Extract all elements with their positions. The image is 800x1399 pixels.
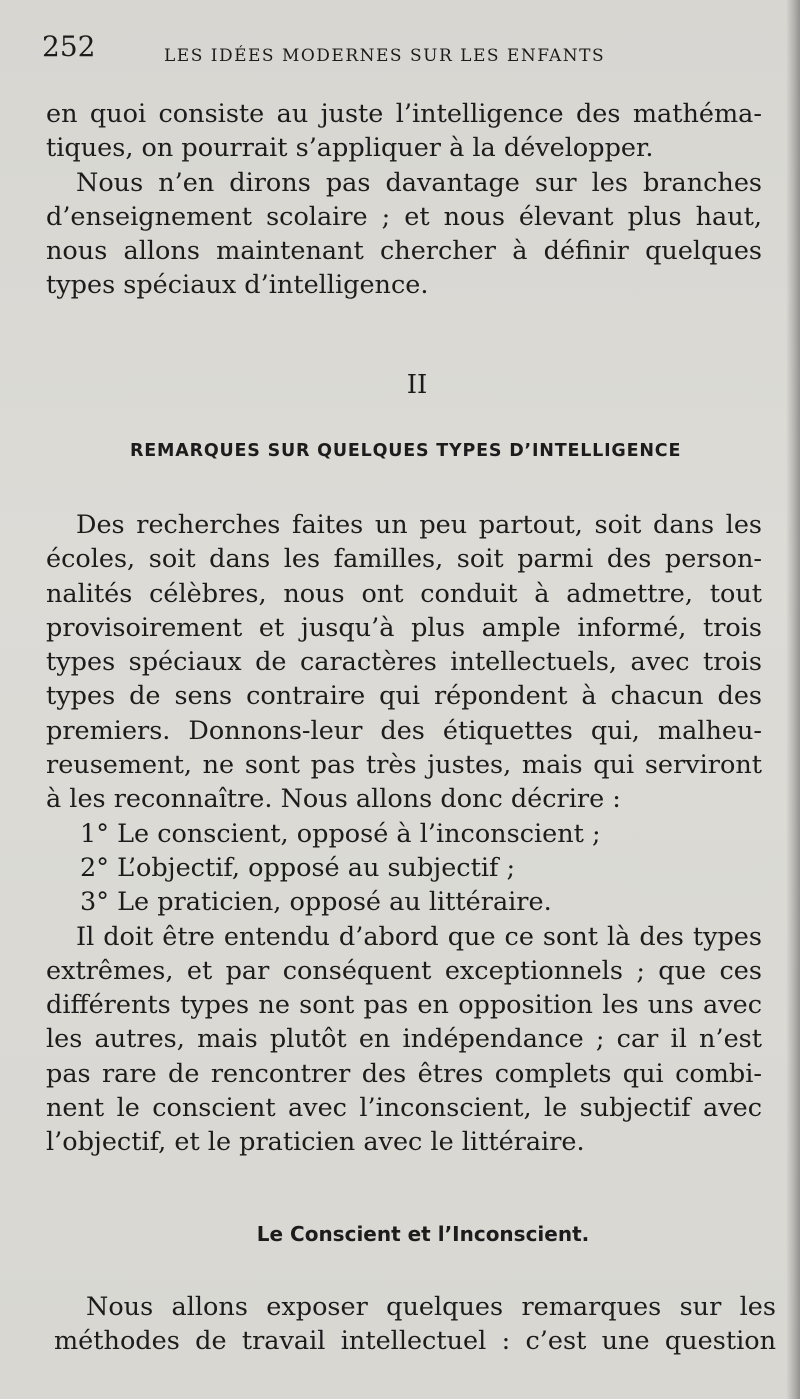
text-line: provisoirement et jusqu’à plus ample informé, trois — [46, 613, 762, 643]
text-line: les autres, mais plutôt en indépendance ; car il n’est — [46, 1024, 762, 1054]
subsection-title: Le Conscient et l’Inconscient. — [256, 1222, 590, 1246]
section-numeral: II — [406, 370, 428, 400]
text-line: types spéciaux de caractères intellectuels, avec trois — [46, 647, 762, 677]
text-line: tiques, on pourrait s’appliquer à la développer. — [46, 133, 654, 163]
text-line: pas rare de rencontrer des êtres complets qui combi- — [46, 1059, 762, 1089]
text-line: nalités célèbres, nous ont conduit à admettre, tout — [46, 579, 762, 609]
text-line: Nous n’en dirons pas davantage sur les branches — [76, 168, 762, 198]
text-line: à les reconnaître. Nous allons donc décrire : — [46, 784, 621, 814]
text-line: l’objectif, et le praticien avec le littéraire. — [46, 1127, 585, 1157]
text-line: reusement, ne sont pas très justes, mais qui serviront — [46, 750, 762, 780]
list-item: 1° Le conscient, opposé à l’inconscient ; — [80, 819, 601, 849]
text-line: premiers. Donnons-leur des étiquettes qui, malheu- — [46, 716, 762, 746]
list-item: 3° Le praticien, opposé au littéraire. — [80, 887, 552, 917]
text-line: nous allons maintenant chercher à définir quelques — [46, 236, 762, 266]
page-header — [40, 30, 740, 70]
text-line: extrêmes, et par conséquent exceptionnels ; que ces — [46, 956, 762, 986]
page-number: 252 — [42, 30, 96, 63]
text-line: Des recherches faites un peu partout, soit dans les — [76, 510, 762, 540]
text-line: types spéciaux d’intelligence. — [46, 270, 429, 300]
running-head: LES IDÉES MODERNES SUR LES ENFANTS — [164, 46, 606, 66]
text-line: en quoi consiste au juste l’intelligence des mathéma- — [46, 99, 762, 129]
text-line: Nous allons exposer quelques remarques sur les — [86, 1292, 776, 1322]
list-item: 2° L’objectif, opposé au subjectif ; — [80, 853, 516, 883]
page-edge-shadow — [786, 0, 800, 1399]
text-line: types de sens contraire qui répondent à chacun des — [46, 681, 762, 711]
text-line: Il doit être entendu d’abord que ce sont là des types — [76, 922, 762, 952]
text-line: nent le conscient avec l’inconscient, le subjectif avec — [46, 1093, 762, 1123]
text-line: différents types ne sont pas en opposition les uns avec — [46, 990, 762, 1020]
text-line: écoles, soit dans les familles, soit parmi des person- — [46, 544, 762, 574]
section-title: REMARQUES SUR QUELQUES TYPES D’INTELLIGENCE — [130, 441, 682, 461]
text-line: méthodes de travail intellectuel : c’est une question — [54, 1326, 776, 1356]
text-line: d’enseignement scolaire ; et nous élevant plus haut, — [46, 202, 762, 232]
